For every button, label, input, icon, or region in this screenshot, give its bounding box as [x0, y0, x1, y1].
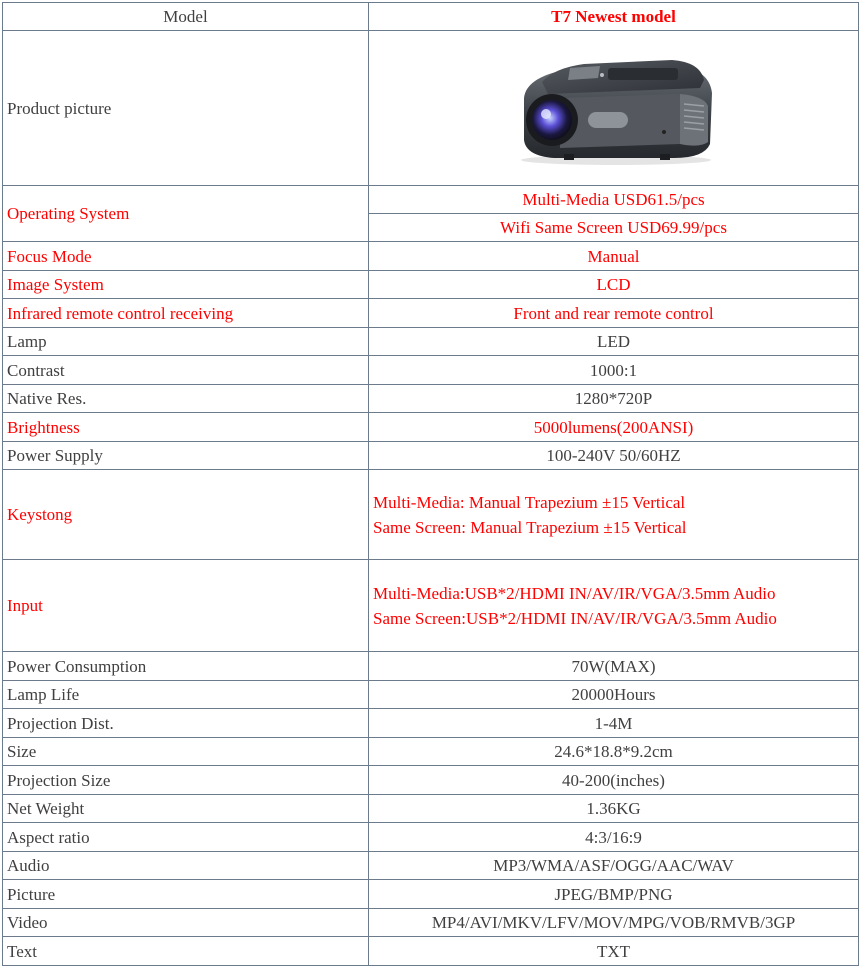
spec-label: Audio — [3, 852, 369, 880]
table-row — [3, 795, 859, 823]
table-row — [3, 738, 859, 766]
model-value: T7 Newest model — [369, 3, 859, 31]
input-value — [369, 560, 859, 652]
operating-system-label: Operating System — [3, 186, 369, 242]
spec-value: MP3/WMA/ASF/OGG/AAC/WAV — [369, 852, 859, 880]
keystone-line: Multi-Media: Manual Trapezium ±15 Vertical — [373, 492, 686, 512]
projector-photo — [504, 48, 724, 168]
spec-label: Projection Dist. — [3, 709, 369, 738]
spec-label: Lamp Life — [3, 681, 369, 709]
power-supply-value: 100-240V 50/60HZ — [369, 442, 859, 470]
input-label: Input — [3, 560, 369, 652]
spec-label: Aspect ratio — [3, 823, 369, 852]
spec-value: 4:3/16:9 — [369, 823, 859, 852]
spec-value: 24.6*18.8*9.2cm — [369, 738, 859, 766]
table-row — [3, 880, 859, 909]
model-label: Model — [3, 3, 369, 31]
table-row — [3, 709, 859, 738]
table-row-product-picture — [3, 31, 859, 186]
spec-value: MP4/AVI/MKV/LFV/MOV/MPG/VOB/RMVB/3GP — [369, 909, 859, 937]
spec-value: LCD — [369, 271, 859, 299]
operating-system-option: Multi-Media USD61.5/pcs — [369, 186, 859, 214]
keystone-label: Keystong — [3, 470, 369, 560]
spec-label: Net Weight — [3, 795, 369, 823]
table-row — [3, 681, 859, 709]
table-row — [3, 385, 859, 413]
table-row-operating-system — [3, 186, 859, 214]
spec-value: JPEG/BMP/PNG — [369, 880, 859, 909]
table-row — [3, 909, 859, 937]
table-row-brightness — [3, 413, 859, 442]
table-row — [3, 242, 859, 271]
brightness-label: Brightness — [3, 413, 369, 442]
spec-value: 1-4M — [369, 709, 859, 738]
spec-value: 1000:1 — [369, 356, 859, 385]
spec-value: 40-200(inches) — [369, 766, 859, 795]
table-row — [3, 271, 859, 299]
spec-value: LED — [369, 328, 859, 356]
product-picture-label: Product picture — [3, 31, 369, 186]
spec-label: Lamp — [3, 328, 369, 356]
table-row — [3, 852, 859, 880]
table-row — [3, 823, 859, 852]
table-row — [3, 766, 859, 795]
spec-label: Infrared remote control receiving — [3, 299, 369, 328]
table-row-keystone — [3, 470, 859, 560]
spec-label: Size — [3, 738, 369, 766]
spec-value: TXT — [369, 937, 859, 966]
spec-value: 20000Hours — [369, 681, 859, 709]
table-row-power-supply — [3, 442, 859, 470]
table-row — [3, 356, 859, 385]
spec-value: Manual — [369, 242, 859, 271]
spec-value: Front and rear remote control — [369, 299, 859, 328]
table-row-model — [3, 3, 859, 31]
input-line: Multi-Media:USB*2/HDMI IN/AV/IR/VGA/3.5mm Audio — [373, 583, 776, 603]
spec-value: 1.36KG — [369, 795, 859, 823]
spec-value: 1280*720P — [369, 385, 859, 413]
table-row — [3, 299, 859, 328]
spec-label: Focus Mode — [3, 242, 369, 271]
spec-label: Power Consumption — [3, 652, 369, 681]
spec-label: Text — [3, 937, 369, 966]
spec-label: Video — [3, 909, 369, 937]
spec-label: Picture — [3, 880, 369, 909]
input-line: Same Screen:USB*2/HDMI IN/AV/IR/VGA/3.5mm Audio — [373, 608, 777, 628]
spec-table — [2, 2, 859, 966]
brightness-value: 5000lumens(200ANSI) — [369, 413, 859, 442]
table-row — [3, 937, 859, 966]
keystone-line: Same Screen: Manual Trapezium ±15 Vertical — [373, 517, 687, 537]
spec-label: Contrast — [3, 356, 369, 385]
table-row — [3, 652, 859, 681]
operating-system-option: Wifi Same Screen USD69.99/pcs — [369, 214, 859, 242]
power-supply-label: Power Supply — [3, 442, 369, 470]
product-picture-cell — [369, 31, 859, 186]
table-row — [3, 328, 859, 356]
table-row-input — [3, 560, 859, 652]
spec-label: Native Res. — [3, 385, 369, 413]
spec-label: Image System — [3, 271, 369, 299]
spec-label: Projection Size — [3, 766, 369, 795]
spec-value: 70W(MAX) — [369, 652, 859, 681]
keystone-value — [369, 470, 859, 560]
